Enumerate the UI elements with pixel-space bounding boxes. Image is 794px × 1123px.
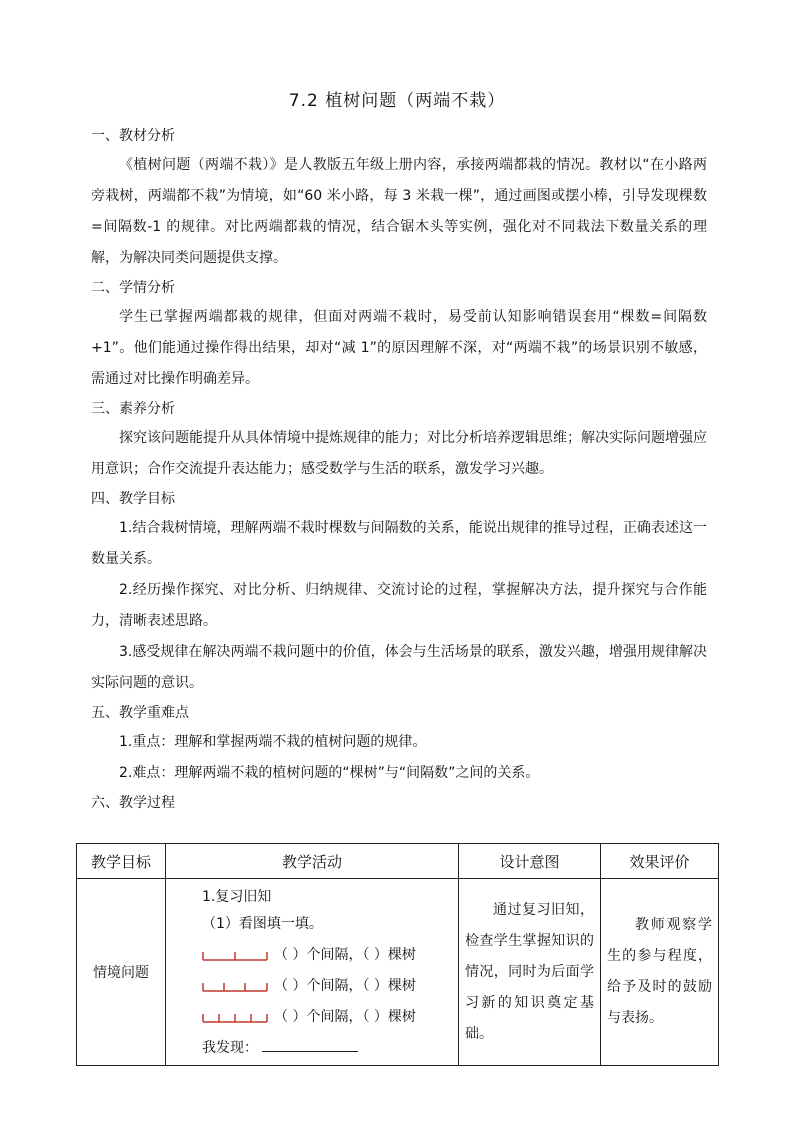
activity-cell (166, 879, 459, 1066)
interval-diagram-icon (202, 949, 268, 961)
fill-in-line (202, 940, 458, 971)
table-row (77, 879, 719, 1066)
goal-cell: 情境问题 (77, 879, 166, 1066)
fill-in-text: （ ）个间隔，（ ）棵树 (274, 947, 416, 963)
section-heading-learner: 二、学情分析 (91, 280, 175, 296)
activity-step: 1.复习旧知 (202, 889, 272, 905)
discover-line (202, 1033, 458, 1064)
interval-diagram-icon (202, 1011, 268, 1023)
fill-in-text: （ ）个间隔，（ ）棵树 (274, 1009, 416, 1025)
section-paragraph: 学生已掌握两端都栽的规律，但面对两端不栽时，易受前认知影响错误套用“棵数=间隔数+1”。他们能通过操作得出结果，却对“减 1”的原因理解不深，对“两端不栽”的场景识别不敏感，需通过对比操作明确差异。 (91, 309, 707, 387)
table-header-cell: 教学活动 (166, 844, 459, 879)
section-paragraph: 3.感受规律在解决两端不栽问题中的价值，体会与生活场景的联系，激发兴趣，增强用规律解决实际问题的意识。 (91, 644, 707, 691)
table-header-cell: 设计意图 (459, 844, 601, 879)
section-heading-objectives: 四、教学目标 (91, 491, 175, 507)
section-paragraph: 2.难点：理解两端不栽的植树问题的“棵树”与“间隔数”之间的关系。 (119, 765, 540, 781)
fill-in-text: （ ）个间隔，（ ）棵树 (274, 978, 416, 994)
table-header-cell: 教学目标 (77, 844, 166, 879)
section-paragraph: 1.重点：理解和掌握两端不栽的植树问题的规律。 (119, 734, 427, 750)
fill-in-line (202, 971, 458, 1002)
section-paragraph: 探究该问题能提升从具体情境中提炼规律的能力；对比分析培养逻辑思维；解决实际问题增强应用意识；合作交流提升表达能力；感受数学与生活的联系，激发学习兴趣。 (91, 430, 707, 477)
section-paragraph: 1.结合栽树情境，理解两端不栽时棵数与间隔数的关系，能说出规律的推导过程，正确表述这一数量关系。 (91, 520, 707, 567)
interval-diagram-icon (202, 980, 268, 992)
activity-subtask: （1）看图填一填。 (202, 916, 323, 932)
answer-blank (262, 1037, 358, 1052)
section-heading-keypoints: 五、教学重难点 (91, 705, 189, 721)
evaluation-cell: 教师观察学生的参与程度，给予及时的鼓励与表扬。 (601, 879, 719, 1066)
table-header-cell: 效果评价 (601, 844, 719, 879)
section-heading-literacy: 三、素养分析 (91, 401, 175, 417)
fill-in-line (202, 1002, 458, 1033)
document-body (91, 122, 707, 817)
discover-label: 我发现： (202, 1040, 258, 1056)
section-heading-textbook: 一、教材分析 (91, 128, 175, 144)
teaching-process-table (76, 843, 719, 1066)
intent-cell: 通过复习旧知，检查学生掌握知识的情况，同时为后面学习新的知识奠定基础。 (459, 879, 601, 1066)
section-heading-process: 六、教学过程 (91, 795, 175, 811)
section-paragraph: 2.经历操作探究、对比分析、归纳规律、交流讨论的过程，掌握解决方法，提升探究与合作能力，清晰表述思路。 (91, 582, 707, 629)
page-title: 7.2 植树问题（两端不栽） (288, 91, 506, 111)
table-header-row (77, 844, 719, 879)
section-paragraph: 《植树问题（两端不栽）》是人教版五年级上册内容，承接两端都栽的情况。教材以“在小路两旁栽树，两端都不栽”为情境，如“60 米小路，每 3 米栽一棵”，通过画图或摆小棒，引导发现棵数=间隔数-1 的规律。对比两端都栽的情况，结合锯木头等实例，强化对不同栽法下数量关系的理解，为解决同类问题提供支撑。 (91, 157, 707, 266)
